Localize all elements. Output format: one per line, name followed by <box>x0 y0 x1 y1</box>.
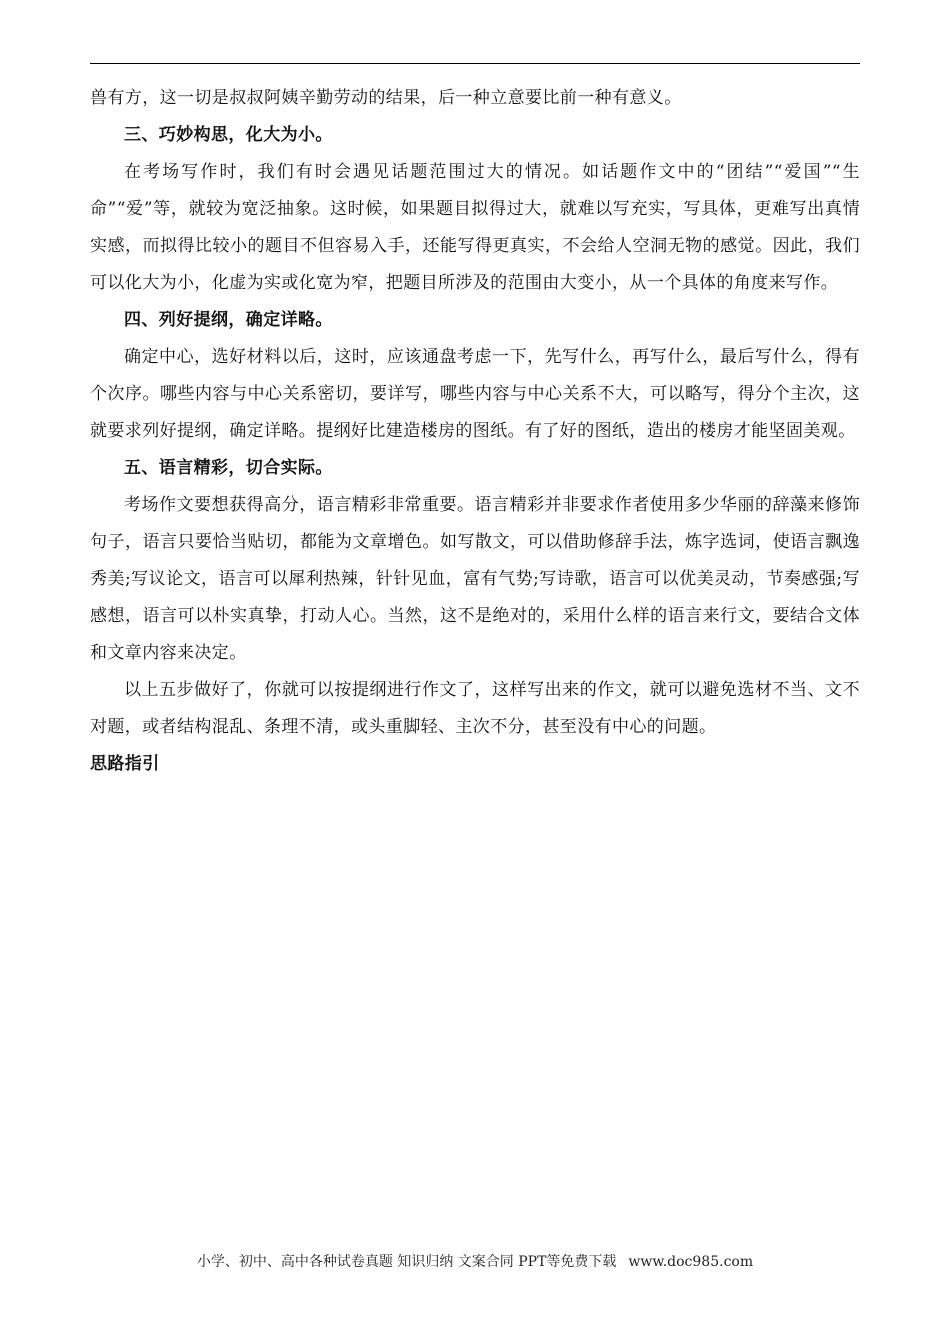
section-heading-5: 五、语言精彩，切合实际。 <box>124 458 333 478</box>
footer-link[interactable]: www.doc985.com <box>628 1254 754 1270</box>
section-heading-4: 四、列好提纲，确定详略。 <box>124 310 333 330</box>
footer-text: 小学、初中、高中各种试卷真题 知识归纳 文案合同 PPT等免费下载 <box>196 1254 617 1270</box>
header-rule <box>90 63 860 64</box>
paragraph-section-3: 在考场写作时，我们有时会遇见话题范围过大的情况。如话题作文中的“团结”“爱国”“生命”“爱”等，就较为宽泛抽象。这时候，如果题目拟得过大，就难以写充实，写具体，更难写出真情实感，而拟得比较小的题目不但容易入手，还能写得更真实，不会给人空洞无物的感觉。因此，我们可以化大为小，化虚为实或化宽为窄，把题目所涉及的范围由大变小，从一个具体的角度来写作。 <box>90 162 860 293</box>
paragraph-section-4: 确定中心，选好材料以后，这时，应该通盘考虑一下，先写什么，再写什么，最后写什么，得有个次序。哪些内容与中心关系密切，要详写，哪些内容与中心关系不大，可以略写，得分个主次，这就要求列好提纲，确定详略。提纲好比建造楼房的图纸。有了好的图纸，造出的楼房才能坚固美观。 <box>90 347 860 441</box>
section-heading-guidance: 思路指引 <box>90 754 160 774</box>
paragraph-summary: 以上五步做好了，你就可以按提纲进行作文了，这样写出来的作文，就可以避免选材不当、文不对题，或者结构混乱、条理不清，或头重脚轻、主次不分，甚至没有中心的问题。 <box>90 680 860 737</box>
document-body <box>90 80 860 783</box>
page-footer <box>0 1252 950 1272</box>
section-heading-3: 三、巧妙构思，化大为小。 <box>124 125 333 145</box>
paragraph-section-5: 考场作文要想获得高分，语言精彩非常重要。语言精彩并非要求作者使用多少华丽的辞藻来修饰句子，语言只要恰当贴切，都能为文章增色。如写散文，可以借助修辞手法，炼字选词，使语言飘逸秀美;写议论文，语言可以犀利热辣，针针见血，富有气势;写诗歌，语言可以优美灵动，节奏感强;写感想，语言可以朴实真挚，打动人心。当然，这不是绝对的，采用什么样的语言来行文，要结合文体和文章内容来决定。 <box>90 495 860 663</box>
paragraph-intro-continuation: 兽有方，这一切是叔叔阿姨辛勤劳动的结果，后一种立意要比前一种有意义。 <box>90 88 682 108</box>
